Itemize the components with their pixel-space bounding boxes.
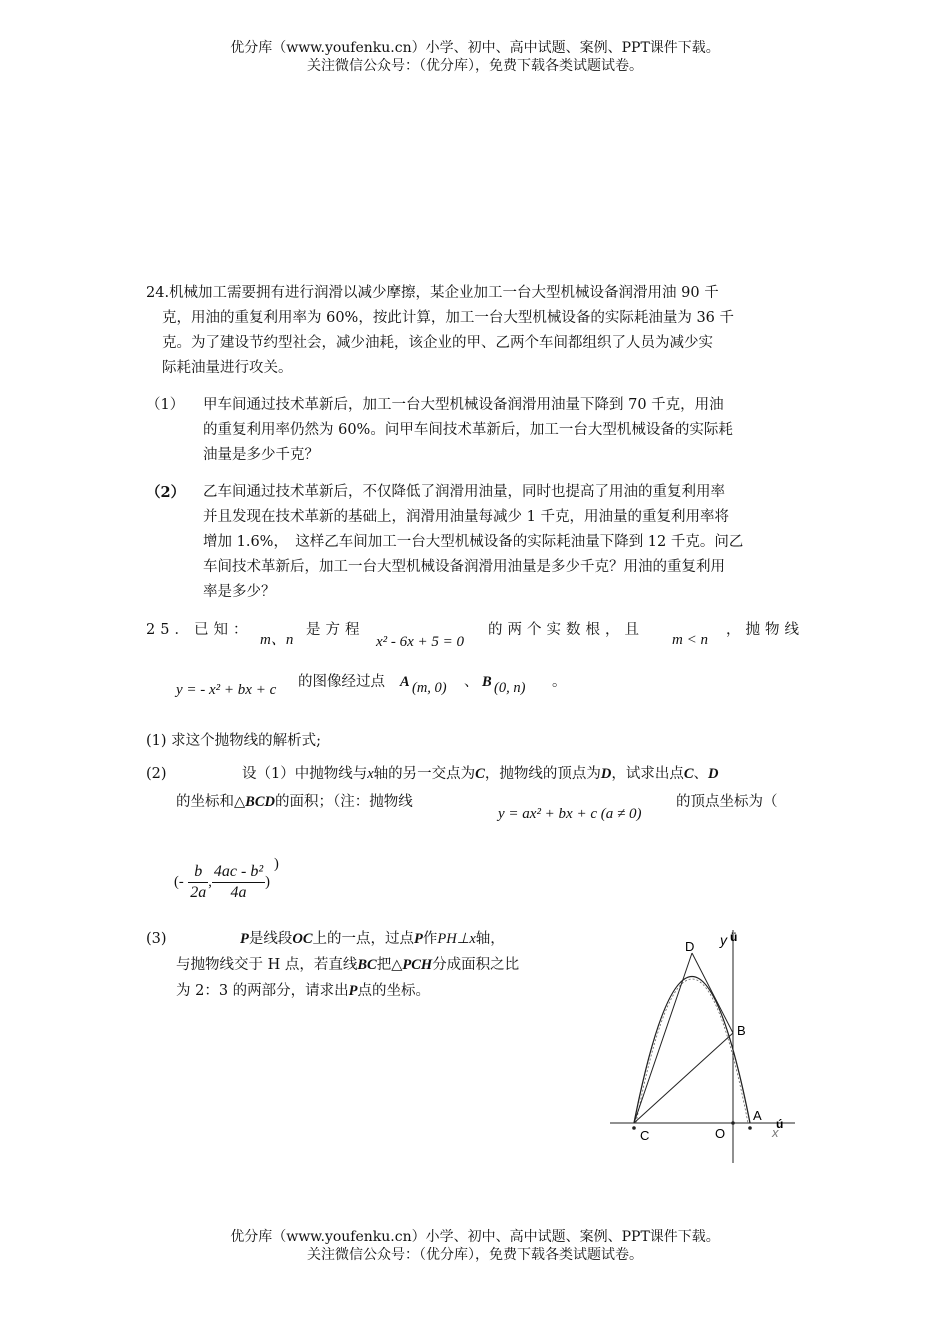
label-d: D <box>685 939 695 954</box>
parabola-curve-dotted <box>636 979 748 1123</box>
q25-equation: x² - 6x + 5 = 0 <box>376 634 465 650</box>
q25-sub-2-line-1: 设（1）中抛物线与x轴的另一交点为C，抛物线的顶点为D，试求出点C、D <box>242 766 719 782</box>
q24-part2-label: （2） <box>146 484 186 501</box>
q25-point-b-coord: (0, n) <box>494 680 526 696</box>
q25-sub-3-label: (3) <box>146 931 167 947</box>
label-b: B <box>737 1023 746 1038</box>
q25-sub-3-line-1: P是线段OC上的一点，过点P作PH⊥x轴， <box>240 931 505 947</box>
vertex-y-fraction: $\frac{\text{4ac - b²}}{4a}$ <box>213 862 264 901</box>
q25-end: 。 <box>552 674 567 690</box>
q25-sub-1: (1) 求这个抛物线的解析式; <box>146 733 322 749</box>
point-a-dot <box>748 1126 752 1130</box>
q25-text-4: 的图像经过点 <box>298 674 385 690</box>
label-y-mark: ü <box>730 930 738 944</box>
q25-sub-2-line-2: 的坐标和△BCD的面积；（注：抛物线 <box>176 794 413 810</box>
segment-cd <box>634 953 692 1123</box>
q25-text-3: ，抛物线 <box>726 622 804 638</box>
q25-parabola: y = - x² + bx + c <box>176 682 277 698</box>
label-y: y <box>720 932 727 948</box>
q24-stem-3: 克。为了建设节约型社会，减少油耗，该企业的甲、乙两个车间都组织了人员为减少实 <box>162 335 713 351</box>
q24-part1-label: （1） <box>146 397 185 413</box>
vertex-x-fraction: $\frac{b}{2a}$ <box>190 862 207 901</box>
q24-stem-2: 克，用油的重复利用率为 60%，按此计算，加工一台大型机械设备的实际耗油量为 36 千 <box>162 310 735 326</box>
label-x: x <box>772 1125 779 1140</box>
q25-sub-3-line-3: 为 2：3 的两部分，请求出P点的坐标。 <box>176 983 431 999</box>
footer-line-1: 优分库（www.youfenku.cn）小学、初中、高中试题、案例、PPT课件下载。 <box>230 1229 720 1245</box>
label-a: A <box>753 1108 762 1123</box>
q25-sub-3-line-2: 与抛物线交于 H 点，若直线BC把△PCH分成面积之比 <box>176 957 520 973</box>
q25-inequality: m < n <box>672 632 708 648</box>
q25-text-2: 的两个实数根，且 <box>488 622 644 638</box>
q25-separator: 、 <box>464 674 479 690</box>
q25-sub-2-line-2-end: 的顶点坐标为（ <box>676 794 778 810</box>
point-o-dot <box>731 1121 735 1125</box>
q24-part2-line-1: 乙车间通过技术革新后，不仅降低了润滑用油量，同时也提高了用油的重复利用率 <box>203 484 725 500</box>
parabola-figure <box>600 925 800 1165</box>
segment-db <box>692 953 733 1033</box>
header-line-1: 优分库（www.youfenku.cn）小学、初中、高中试题、案例、PPT课件下载。 <box>230 40 720 56</box>
label-c: C <box>640 1128 650 1143</box>
label-o: O <box>715 1126 726 1141</box>
label-x-mark: ú <box>776 1117 784 1131</box>
q25-general-parabola: y = ax² + bx + c (a ≠ 0) <box>498 806 642 822</box>
q25-mn: m、n <box>260 632 294 648</box>
q25-sub-2-label: (2) <box>146 766 167 782</box>
footer-line-2: 关注微信公众号：（优分库），免费下载各类试题试卷。 <box>307 1247 643 1263</box>
q24-part2-line-3: 增加 1.6%， 这样乙车间加工一台大型机械设备的实际耗油量下降到 12 千克。问乙 <box>203 534 744 550</box>
q24-part2-line-2: 并且发现在技术革新的基础上，润滑用油量每减少 1 千克，用油量的重复利用率将 <box>203 509 729 525</box>
q24-part1-line-2: 的重复利用率仍然为 60%。问甲车间技术革新后，加工一台大型机械设备的实际耗 <box>203 422 733 438</box>
q24-stem-1: 24.机械加工需要拥有进行润滑以减少摩擦，某企业加工一台大型机械设备润滑用油 90 千 <box>146 285 719 301</box>
q24-part1-line-1: 甲车间通过技术革新后，加工一台大型机械设备润滑用油量下降到 70 千克，用油 <box>203 397 724 413</box>
q25-point-a-coord: (m, 0) <box>412 680 447 696</box>
header-line-2: 关注微信公众号：（优分库），免费下载各类试题试卷。 <box>307 58 643 74</box>
point-c-dot <box>632 1126 636 1130</box>
q25-point-a: A <box>400 674 410 690</box>
q24-part1-line-3: 油量是多少千克？ <box>203 447 319 463</box>
q24-part2-line-4: 车间技术革新后，加工一台大型机械设备润滑用油量是多少千克？用油的重复利用 <box>203 559 725 575</box>
q24-part2-line-5: 率是多少？ <box>203 584 276 600</box>
q25-point-b: B <box>482 674 492 690</box>
q25-vertex-formula: (- $\frac{b}{2a}$ , $\frac{\text{4ac - b²}}{4a}$ )) <box>174 856 279 901</box>
q24-stem-4: 际耗油量进行攻关。 <box>162 360 293 376</box>
q25-text-1: 是方程 <box>306 622 365 638</box>
q25-num: 25．已知： <box>146 622 253 638</box>
